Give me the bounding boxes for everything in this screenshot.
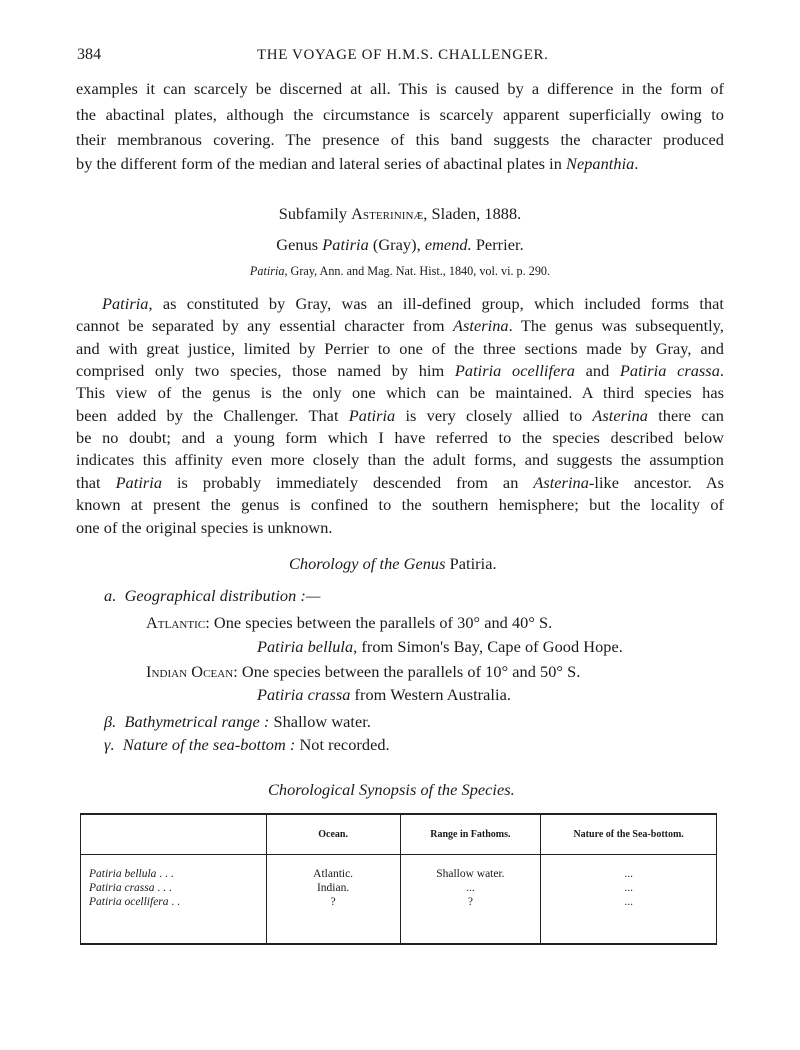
taxon-name: Patiria [115,473,163,492]
table-species: Patiria ocellifera . . [89,896,181,908]
indian-entry [146,662,580,682]
paragraph-line [76,428,724,448]
region-label: Atlantic [146,613,206,632]
intro-line: examples it can scarcely be discerned at all. This is caused by a difference in the form of [76,79,724,98]
header-species [81,814,267,855]
paragraph-text: -like ancestor. As [588,473,725,492]
genus-prefix: Genus [276,235,323,254]
list-marker: a. [104,586,117,605]
bottom-value: ... [624,868,633,880]
intro-line: their membranous covering. The presence of this band suggests the character produced [76,130,724,149]
citation-text: , Gray, Ann. and Mag. Nat. Hist., 1840, vol. vi. p. 290. [284,264,551,278]
taxon-name: Patiria crassa [619,361,720,380]
paragraph-text: is very closely allied to [395,406,593,425]
paragraph-text: . [719,361,725,380]
paragraph-line [76,495,724,515]
region-text: : One species between the parallels of 30° and 40° S. [205,613,553,632]
genus-name: Nepanthia [566,154,635,173]
chorology-heading-text: Chorology of the Genus [289,554,446,573]
ocean-value: Atlantic. [313,868,354,880]
header-ocean: Ocean. [266,814,400,855]
paragraph-line [76,406,724,426]
atlantic-species [257,637,623,657]
paragraph-text: indicates this affinity even more closely than the adult forms, and suggests the assumption [76,450,724,469]
taxon-name: Asterina [453,316,509,335]
genus-citation [0,264,800,279]
paragraph-text: and [574,361,620,380]
sea-bottom-label: Nature of the sea-bottom : [122,735,296,754]
table-header-row [81,814,717,855]
genus-author: (Gray), [368,235,425,254]
subfamily-name: Asterininæ [351,204,424,223]
intro-text: . [634,154,639,173]
synopsis-title-text: Chorological Synopsis of the Species. [268,780,515,799]
indian-species [257,685,511,705]
paragraph-text: comprised only two species, those named by him [76,361,455,380]
ocean-value: ? [330,896,336,908]
table-species: Patiria crassa . . . [89,882,172,894]
species-name: Patiria bellula [257,637,354,656]
intro-line: the abactinal plates, although the circumstance is scarcely apparent superficially owing to [76,105,724,124]
chorology-genus: Patiria. [445,554,497,573]
citation-genus: Patiria [249,264,285,278]
ocean-cell [266,855,400,945]
subfamily-heading [0,204,800,224]
taxon-name: Asterina [533,473,589,492]
paragraph-line [76,361,724,381]
sea-bottom-nature [104,735,390,755]
genus-emend-author: Perrier. [471,235,524,254]
paragraph-text: be no doubt; and a young form which I have referred to the species described below [76,428,724,447]
genus-name: Patiria [322,235,369,254]
range-cell [400,855,541,945]
subfamily-prefix: Subfamily [278,204,352,223]
bathymetrical-range-label: Bathymetrical range : [124,712,270,731]
atlantic-entry [146,613,552,633]
sea-bottom-value: Not recorded. [295,735,390,754]
list-marker: γ. [104,735,115,754]
species-cell [81,855,267,945]
table-body-row [81,855,717,945]
paragraph-text: This view of the genus is the only one which can be maintained. A third species has [76,383,724,402]
page-number: 384 [77,46,102,63]
paragraph-line [76,316,724,336]
paragraph-text: , as constituted by Gray, was an ill-defined group, which included forms that [148,294,724,313]
ocean-value: Indian. [316,882,350,894]
paragraph-line [76,450,724,470]
intro-line [76,154,638,174]
paragraph-line [76,473,724,493]
header-bottom: Nature of the Sea-bottom. [541,814,717,855]
paragraph-text: . The genus was subsequently, [508,316,724,335]
paragraph-text: known at present the genus is confined to the southern hemisphere; but the locality of [76,495,724,514]
taxon-name: Patiria [102,294,149,313]
genus-heading [0,235,800,255]
paragraph-text: cannot be separated by any essential character from [76,316,454,335]
range-value: Shallow water. [436,868,505,880]
paragraph-line: one of the original species is unknown. [76,518,333,537]
range-value: ? [467,896,473,908]
bottom-value: ... [624,882,633,894]
paragraph-text: been added by the Challenger. That [76,406,349,425]
intro-text: by the different form of the median and lateral series of abactinal plates in [76,154,567,173]
taxon-name: Patiria [348,406,396,425]
paragraph-line [102,294,724,314]
table-species: Patiria bellula . . . [89,868,174,880]
species-name: Patiria crassa [257,685,351,704]
genus-emend: emend. [424,235,472,254]
paragraph-text: that [76,473,116,492]
taxon-name: Asterina [592,406,648,425]
region-text: : One species between the parallels of 10° and 50° S. [233,662,581,681]
bathymetrical-range [104,712,371,732]
species-locality: , from Simon's Bay, Cape of Good Hope. [353,637,623,656]
running-title: THE VOYAGE OF H.M.S. CHALLENGER. [257,47,549,63]
geographical-distribution [104,586,320,606]
bathymetrical-range-value: Shallow water. [269,712,371,731]
paragraph-text: is probably immediately descended from an [162,473,534,492]
synopsis-table [80,813,717,945]
paragraph-line [76,339,724,359]
bottom-value: ... [624,896,633,908]
list-marker: β. [104,712,117,731]
geographical-distribution-label: Geographical distribution :— [124,586,321,605]
bottom-cell [541,855,717,945]
chorology-heading [289,554,497,574]
subfamily-author: , Sladen, 1888. [423,204,522,223]
paragraph-text: there can [648,406,724,425]
range-value: ... [466,882,475,894]
synopsis-title [268,780,515,800]
taxon-name: Patiria ocellifera [454,361,575,380]
species-locality: from Western Australia. [350,685,511,704]
paragraph-line [76,383,724,403]
header-range: Range in Fathoms. [400,814,541,855]
paragraph-text: and with great justice, limited by Perrier to one of the three sections made by Gray, and [76,339,724,358]
region-label: Indian Ocean [146,662,234,681]
